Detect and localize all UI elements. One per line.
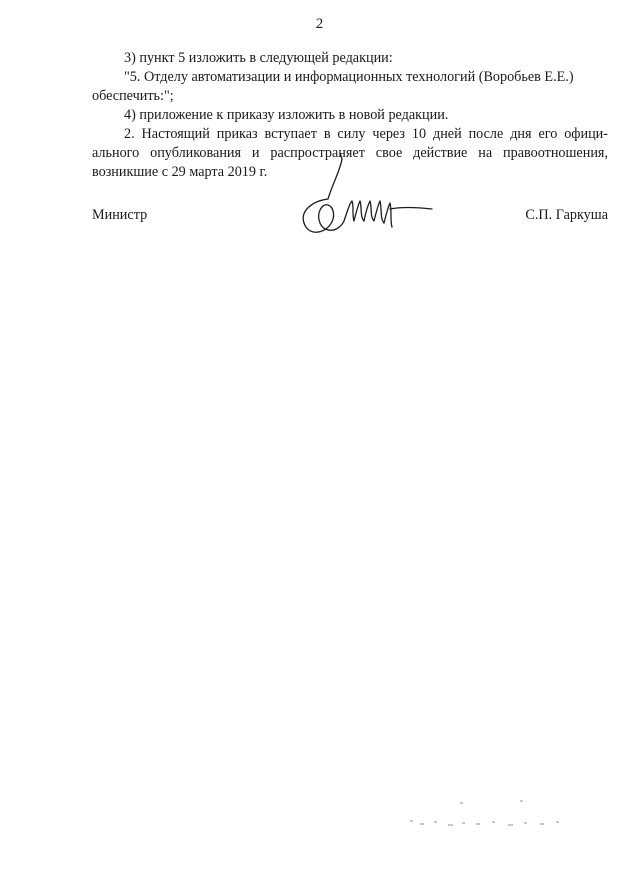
point-2-line-2: ального опубликования и распространяет свое действие на правоотношения,	[92, 145, 608, 161]
item-3-text: 3) пункт 5 изложить в следующей редакции:	[124, 50, 393, 66]
signatory-name: С.П. Гаркуша	[525, 207, 608, 223]
handwritten-signature	[282, 151, 442, 251]
signatory-title: Министр	[92, 207, 148, 223]
paragraph-item-4	[92, 106, 608, 125]
point-2-line-1: 2. Настоящий приказ вступает в силу через 10 дней после дня его офици-	[124, 126, 608, 142]
page-number: 2	[315, 16, 324, 32]
item-4-text: 4) приложение к приказу изложить в новой редакции.	[124, 107, 449, 123]
paragraph-quote	[92, 68, 608, 87]
point-2-line-3: возникшие с 29 марта 2019 г.	[92, 164, 268, 180]
paragraph-quote-cont	[92, 87, 608, 106]
quote-line-2: обеспечить:";	[92, 88, 174, 104]
faint-scan-marks	[400, 790, 590, 840]
paragraph-point-2-line-1	[92, 125, 608, 144]
signature-block	[92, 205, 608, 265]
paragraph-item-3	[92, 49, 608, 68]
quote-line-1: "5. Отделу автоматизации и информационных технологий (Воробьев Е.Е.)	[124, 69, 574, 85]
